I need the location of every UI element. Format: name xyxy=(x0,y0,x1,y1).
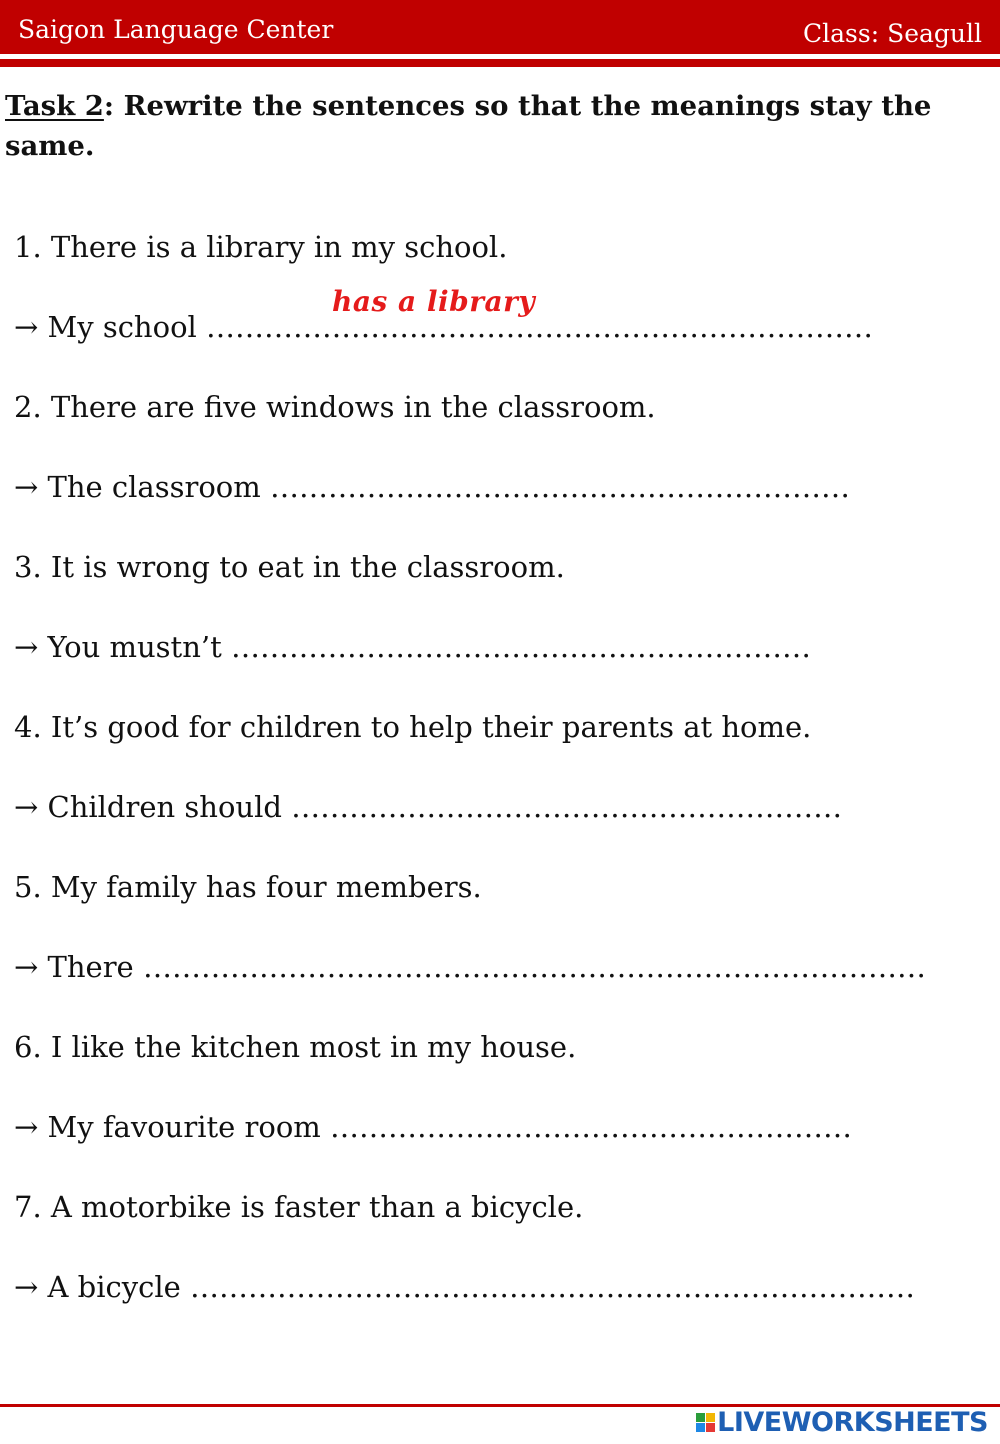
item-2-prompt: 2. There are five windows in the classroom. xyxy=(14,390,656,424)
liveworksheets-logo-icon xyxy=(696,1413,715,1432)
item-7-prompt: 7. A motorbike is faster than a bicycle. xyxy=(14,1190,584,1224)
item-2-rewrite-line[interactable]: → The classroom …………………………………………………… xyxy=(14,470,850,504)
header-bar xyxy=(0,0,1000,54)
center-name: Saigon Language Center xyxy=(18,15,334,44)
item-6-prompt: 6. I like the kitchen most in my house. xyxy=(14,1030,577,1064)
task-instruction: : Rewrite the sentences so that the meanings stay the same. xyxy=(5,90,932,162)
task-label: Task 2 xyxy=(5,90,104,122)
header-divider xyxy=(0,59,1000,67)
item-1-rewrite-line[interactable]: → My school …………………………………………………………… xyxy=(14,310,874,344)
item-4-rewrite-line[interactable]: → Children should ………………………………………………… xyxy=(14,790,843,824)
class-label: Class: Seagull xyxy=(803,19,982,48)
item-1-prompt: 1. There is a library in my school. xyxy=(14,230,508,264)
task-title xyxy=(5,86,995,166)
item-1-answer[interactable]: has a library xyxy=(332,285,536,318)
item-3-rewrite-line[interactable]: → You mustn’t …………………………………………………… xyxy=(14,630,811,664)
item-5-rewrite-line[interactable]: → There ……………………………………………………………………… xyxy=(14,950,926,984)
item-7-rewrite-line[interactable]: → A bicycle ………………………………………………………………… xyxy=(14,1270,916,1304)
item-5-prompt: 5. My family has four members. xyxy=(14,870,482,904)
liveworksheets-brand-text: LIVEWORKSHEETS xyxy=(717,1406,988,1438)
item-3-prompt: 3. It is wrong to eat in the classroom. xyxy=(14,550,565,584)
item-4-prompt: 4. It’s good for children to help their parents at home. xyxy=(14,710,812,744)
item-6-rewrite-line[interactable]: → My favourite room ……………………………………………… xyxy=(14,1110,853,1144)
liveworksheets-logo xyxy=(696,1407,988,1437)
